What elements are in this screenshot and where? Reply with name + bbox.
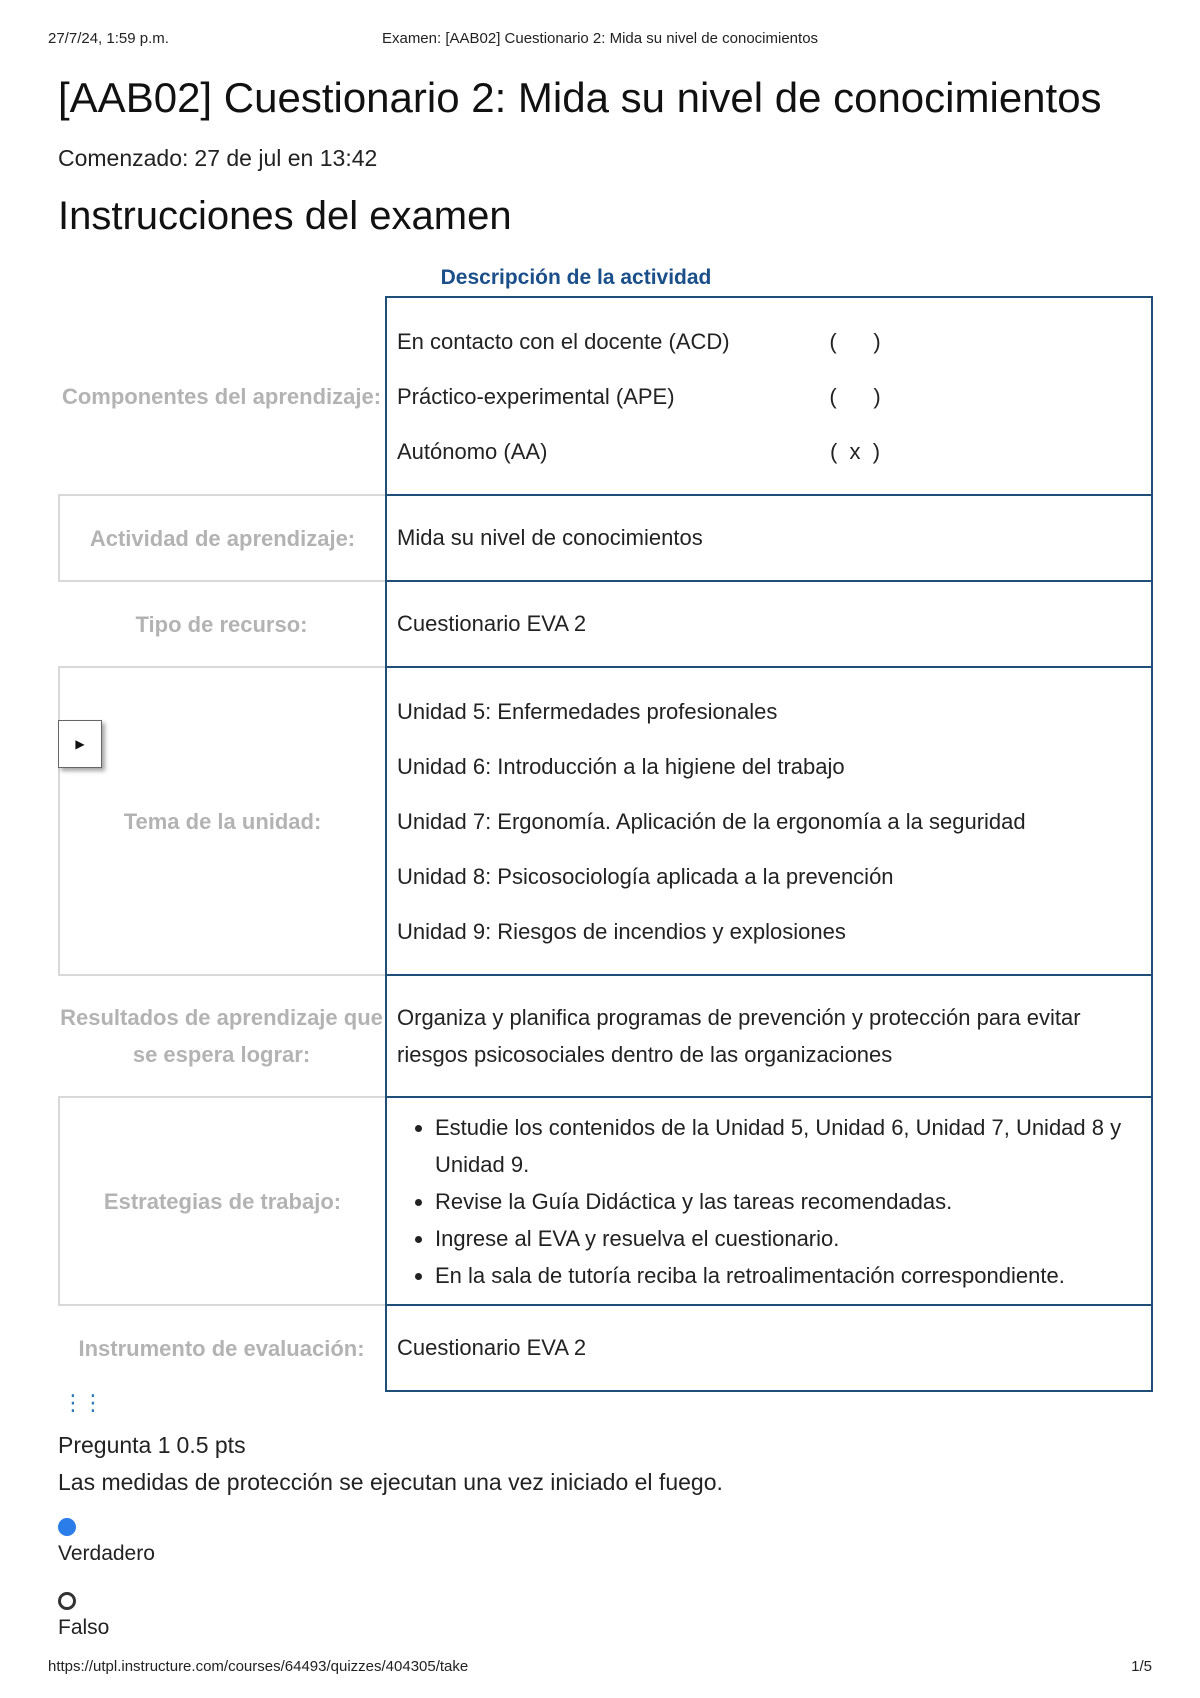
print-url: https://utpl.instructure.com/courses/64493/quizzes/404305/take xyxy=(48,1658,469,1675)
resource-value: Cuestionario EVA 2 xyxy=(385,580,1153,668)
strategy-item: • Ingrese al EVA y resuelva el cuestionario. xyxy=(435,1220,1151,1257)
unit-item: Unidad 6: Introducción a la higiene del trabajo xyxy=(397,753,845,779)
expand-toggle-button[interactable] xyxy=(58,720,102,768)
resource-label: Tipo de recurso: xyxy=(135,611,308,637)
component-row xyxy=(397,369,1151,424)
print-doc-title: Examen: [AAB02] Cuestionario 2: Mida su nivel de conocimientos xyxy=(381,30,819,47)
instrument-label: Instrumento de evaluación: xyxy=(78,1335,365,1361)
instructions-heading: Instrucciones del examen xyxy=(58,194,512,238)
results-value: Organiza y planifica programas de prevención y protección para evitar riesgos psicosociales dentro de las organizaciones xyxy=(385,974,1153,1098)
play-triangle-icon: ▶ xyxy=(75,737,85,751)
question-points: 0.5 pts xyxy=(176,1432,246,1458)
unit-item: Unidad 8: Psicosociología aplicada a la prevención xyxy=(397,863,894,889)
topic-label: Tema de la unidad: xyxy=(58,666,385,976)
drag-handle-icon[interactable]: ⋮⋮ xyxy=(62,1390,102,1415)
activity-description-heading: Descripción de la actividad xyxy=(440,266,712,289)
answer-label-verdadero[interactable]: Verdadero xyxy=(58,1542,155,1565)
started-info xyxy=(58,145,383,172)
answer-label-falso[interactable]: Falso xyxy=(58,1616,110,1639)
strategy-item: • Revise la Guía Didáctica y las tareas recomendadas. xyxy=(435,1183,1151,1220)
question-number: Pregunta 1 xyxy=(58,1432,171,1458)
strategies-cell xyxy=(385,1096,1153,1306)
component-name: En contacto con el docente (ACD) xyxy=(397,328,730,354)
page-title: [AAB02] Cuestionario 2: Mida su nivel de conocimientos xyxy=(58,74,1102,121)
question-header xyxy=(58,1432,252,1459)
print-footer xyxy=(0,1658,1200,1678)
print-header xyxy=(0,30,1200,50)
component-row xyxy=(397,314,1151,369)
instrument-value: Cuestionario EVA 2 xyxy=(385,1304,1153,1392)
unit-item: Unidad 7: Ergonomía. Aplicación de la ergonomía a la seguridad xyxy=(397,808,1026,834)
question-text: Las medidas de protección se ejecutan una vez iniciado el fuego. xyxy=(58,1469,723,1495)
component-name: Autónomo (AA) xyxy=(397,438,548,464)
component-name: Práctico-experimental (APE) xyxy=(397,383,675,409)
strategies-list xyxy=(397,1109,1151,1294)
print-page-number: 1/5 xyxy=(1131,1658,1152,1675)
component-mark: ( ) xyxy=(829,328,881,354)
results-label: Resultados de aprendizaje que se espera lograr: xyxy=(60,1005,383,1067)
component-mark: ( ) xyxy=(829,383,881,409)
started-label: Comenzado: xyxy=(58,145,189,171)
components-cell xyxy=(385,296,1153,496)
strategy-item: • En la sala de tutoría reciba la retroalimentación correspondiente. xyxy=(435,1257,1151,1294)
radio-option-verdadero[interactable] xyxy=(58,1518,76,1536)
activity-label: Actividad de aprendizaje: xyxy=(58,494,385,582)
radio-option-falso[interactable] xyxy=(58,1592,76,1610)
activity-value: Mida su nivel de conocimientos xyxy=(385,494,1153,582)
topic-cell xyxy=(385,666,1153,976)
started-value: 27 de jul en 13:42 xyxy=(194,145,378,171)
component-mark: ( x ) xyxy=(829,438,881,464)
strategies-label: Estrategias de trabajo: xyxy=(58,1096,385,1306)
unit-item: Unidad 5: Enfermedades profesionales xyxy=(397,698,778,724)
components-label: Componentes del aprendizaje: xyxy=(61,383,382,409)
unit-item: Unidad 9: Riesgos de incendios y explosiones xyxy=(397,918,846,944)
component-row xyxy=(397,424,1151,479)
print-date: 27/7/24, 1:59 p.m. xyxy=(48,30,169,47)
strategy-item: • Estudie los contenidos de la Unidad 5, Unidad 6, Unidad 7, Unidad 8 y Unidad 9. xyxy=(435,1109,1151,1183)
